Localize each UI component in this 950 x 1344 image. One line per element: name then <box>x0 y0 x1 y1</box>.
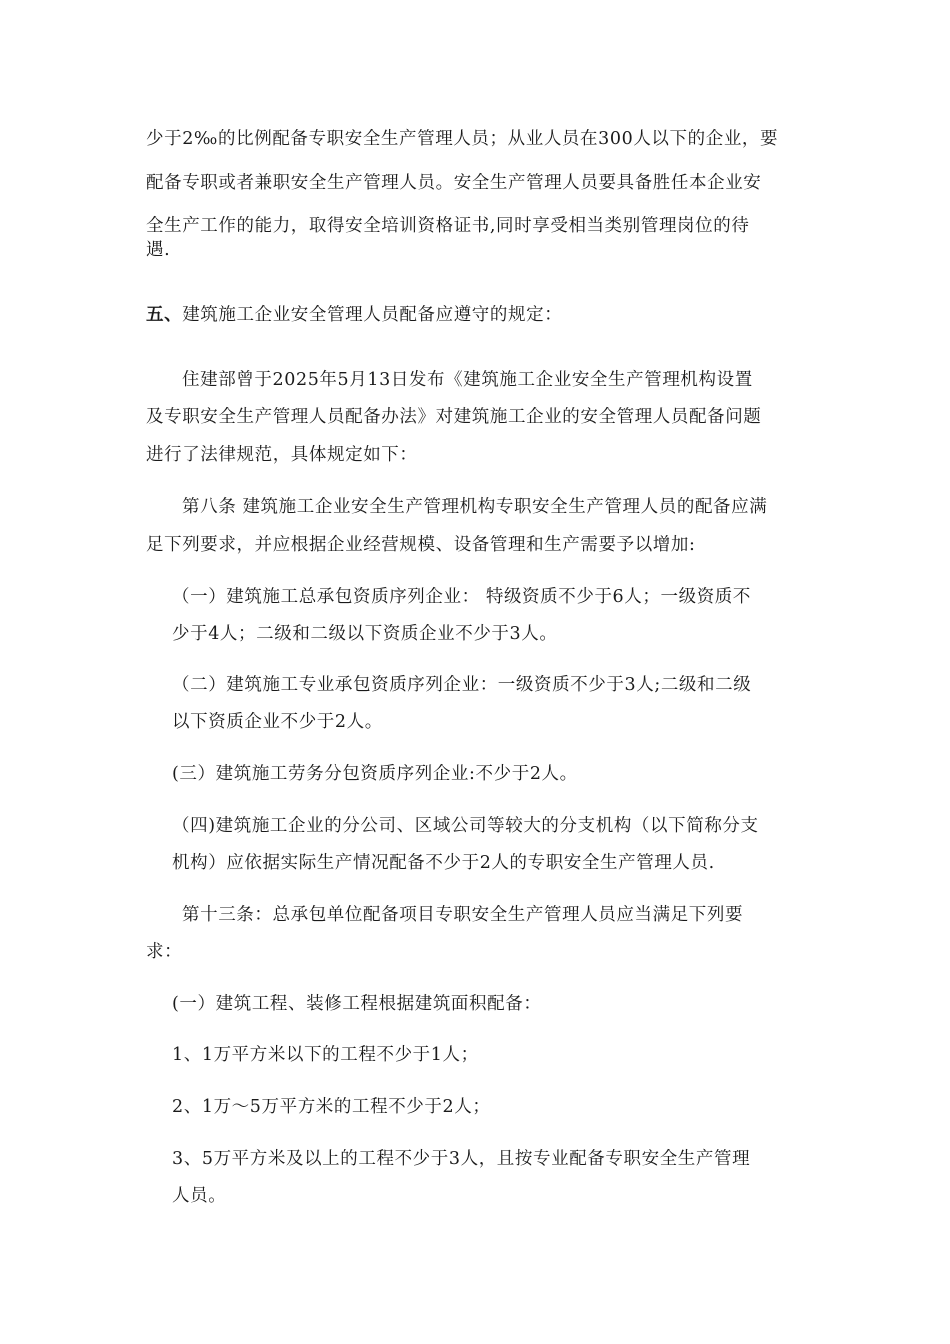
text-line: (三）建筑施工劳务分包资质序列企业:不少于2人。 <box>172 764 578 784</box>
text-line: 遇. <box>146 240 171 260</box>
text-line: 机构）应依据实际生产情况配备不少于2人的专职安全生产管理人员. <box>172 853 715 873</box>
text-line: 全生产工作的能力，取得安全培训资格证书,同时享受相当类别管理岗位的待 <box>146 216 750 236</box>
text-line: （一）建筑施工总承包资质序列企业： 特级资质不少于6人；一级资质不 <box>172 587 751 607</box>
text-line: 第八条 建筑施工企业安全生产管理机构专职安全生产管理人员的配备应满 <box>182 497 768 517</box>
section-title: 建筑施工企业安全管理人员配备应遵守的规定： <box>182 305 563 325</box>
rule-line-2: 2、1万～5万平方米的工程不少于2人； <box>172 1097 491 1117</box>
section-number: 五、 <box>146 305 183 325</box>
text-line: （四)建筑施工企业的分公司、区域公司等较大的分支机构（以下简称分支 <box>172 816 759 836</box>
text-line: 及专职安全生产管理人员配备办法》对建筑施工企业的安全管理人员配备问题 <box>146 407 762 427</box>
text-line: 配备专职或者兼职安全生产管理人员。安全生产管理人员要具备胜任本企业安 <box>146 173 762 193</box>
text-line: 求： <box>146 942 183 962</box>
text-line: 第十三条：总承包单位配备项目专职安全生产管理人员应当满足下列要 <box>182 905 744 925</box>
text-line: 进行了法律规范，具体规定如下： <box>146 445 418 465</box>
rule-line-1: 1、1万平方米以下的工程不少于1人； <box>172 1045 479 1065</box>
text-line: 少于2‰的比例配备专职安全生产管理人员；从业人员在300人以下的企业，要 <box>146 129 779 149</box>
text-line: 人员。 <box>172 1186 227 1206</box>
text-line: 足下列要求，并应根据企业经营规模、设备管理和生产需要予以增加: <box>146 535 696 555</box>
section-heading <box>146 303 562 327</box>
text-line: 以下资质企业不少于2人。 <box>172 712 383 732</box>
text-line: 3、5万平方米及以上的工程不少于3人，且按专业配备专职安全生产管理 <box>172 1149 751 1169</box>
text-line: 住建部曾于2025年5月13日发布《建筑施工企业安全生产管理机构设置 <box>182 370 753 390</box>
sub-item-building-area: (一）建筑工程、装修工程根据建筑面积配备： <box>172 994 542 1014</box>
text-line: 少于4人；二级和二级以下资质企业不少于3人。 <box>172 624 558 644</box>
text-line: （二）建筑施工专业承包资质序列企业：一级资质不少于3人;二级和二级 <box>172 675 752 695</box>
